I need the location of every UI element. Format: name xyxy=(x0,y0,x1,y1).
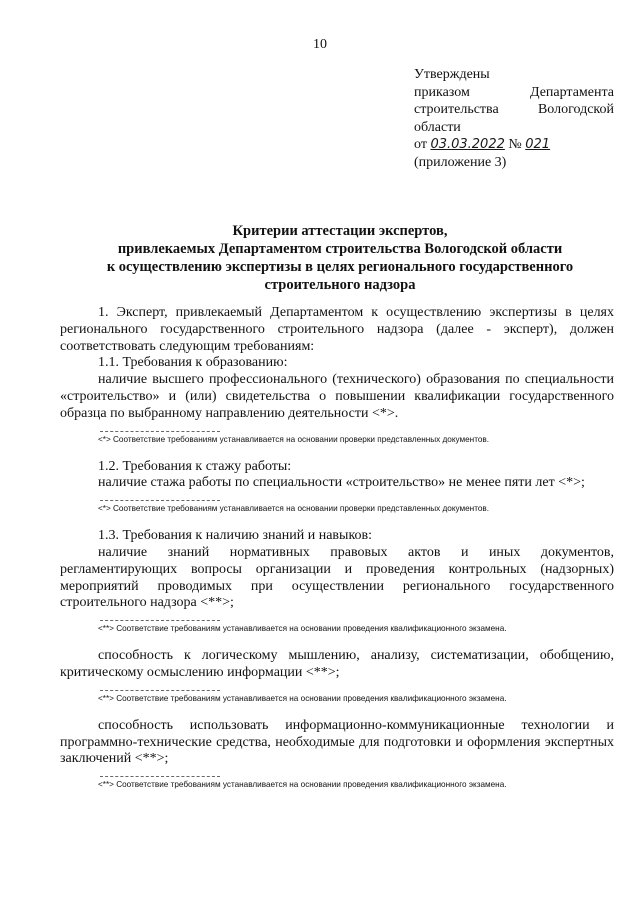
handwritten-date: 03.03.2022 xyxy=(430,137,505,152)
appendix-note: (приложение 3) xyxy=(414,154,507,170)
paragraph-1: 1. Эксперт, привлекаемый Департаментом к осуществлению экспертизы в целях регионального государственного строительного надзора (далее - эксперт), должен соответствовать следующим требованиям: xyxy=(60,305,614,354)
footnote-separator xyxy=(100,620,220,621)
approval-line-2 xyxy=(414,84,614,102)
section-2-text: наличие стажа работы по специальности «строительство» не менее пяти лет <*>; xyxy=(98,475,585,491)
approval-word: Вологодской xyxy=(537,102,614,117)
footnote-1: <*> Соответствие требованиям устанавливается на основании проверки представленных документов. xyxy=(98,434,490,444)
footnote-2: <*> Соответствие требованиям устанавливается на основании проверки представленных документов. xyxy=(98,504,490,514)
footnote-separator xyxy=(100,690,220,691)
footnote-separator xyxy=(100,500,220,501)
approval-date-line xyxy=(414,136,614,154)
section-3-text: наличие знаний нормативных правовых актов и иных документов, регламентирующих вопросы организации и проведения контрольных (надзорных) мероприятий проводимых при осуществлении регионального государственного строительного надзора <**>; xyxy=(60,544,614,611)
page-number: 10 xyxy=(313,37,327,52)
approval-word: строительства xyxy=(414,102,499,117)
spacer xyxy=(60,634,614,648)
approval-line-3 xyxy=(414,101,614,119)
spacer xyxy=(60,514,614,528)
section-4-text: способность к логическому мышлению, анализу, систематизации, обобщению, критическому осмыслению информации <**>; xyxy=(60,648,614,680)
approval-word: Департамента xyxy=(529,84,614,100)
section-2-heading: 1.2. Требования к стажу работы: xyxy=(98,458,292,474)
section-3-heading: 1.3. Требования к наличию знаний и навыков: xyxy=(98,528,373,544)
footnote-3: <**> Соответствие требованиям устанавливается на основании проведения квалификационного экзамена. xyxy=(98,624,507,634)
document-title xyxy=(60,222,620,294)
title-line: строительного надзора xyxy=(264,277,416,293)
spacer xyxy=(60,445,614,459)
approval-line-1: Утверждены xyxy=(414,67,490,82)
section-5-text: способность использовать информационно-коммуникационные технологии и программно-технические средства, необходимые для подготовки и оформления экспертных заключений <**>; xyxy=(60,717,614,767)
title-line: Критерии аттестации экспертов, xyxy=(232,223,448,239)
footnote-separator xyxy=(100,431,220,432)
title-line: к осуществлению экспертизы в целях регионального государственного xyxy=(106,259,574,275)
approval-word: приказом xyxy=(414,84,470,100)
number-label: № xyxy=(508,137,522,152)
footnote-separator xyxy=(100,776,220,777)
footnote-4: <**> Соответствие требованиям устанавливается на основании проведения квалификационного экзамена. xyxy=(98,693,507,703)
document-body xyxy=(60,305,614,790)
footnote-5: <**> Соответствие требованиям устанавливается на основании проведения квалификационного экзамена. xyxy=(98,780,507,790)
spacer xyxy=(60,704,614,718)
approval-block xyxy=(414,66,614,171)
title-line: привлекаемых Департаментом строительства Вологодской области xyxy=(117,241,563,257)
section-1-heading: 1.1. Требования к образованию: xyxy=(98,355,288,371)
handwritten-number: 021 xyxy=(525,137,551,152)
approval-line-4: области xyxy=(414,119,461,135)
from-label: от xyxy=(414,137,427,152)
section-1-text: наличие высшего профессионального (технического) образования по специальности «строительство» и (или) свидетельства о повышении квалификации государственного образца по выбранному направлению деятельности <*>. xyxy=(60,372,614,421)
